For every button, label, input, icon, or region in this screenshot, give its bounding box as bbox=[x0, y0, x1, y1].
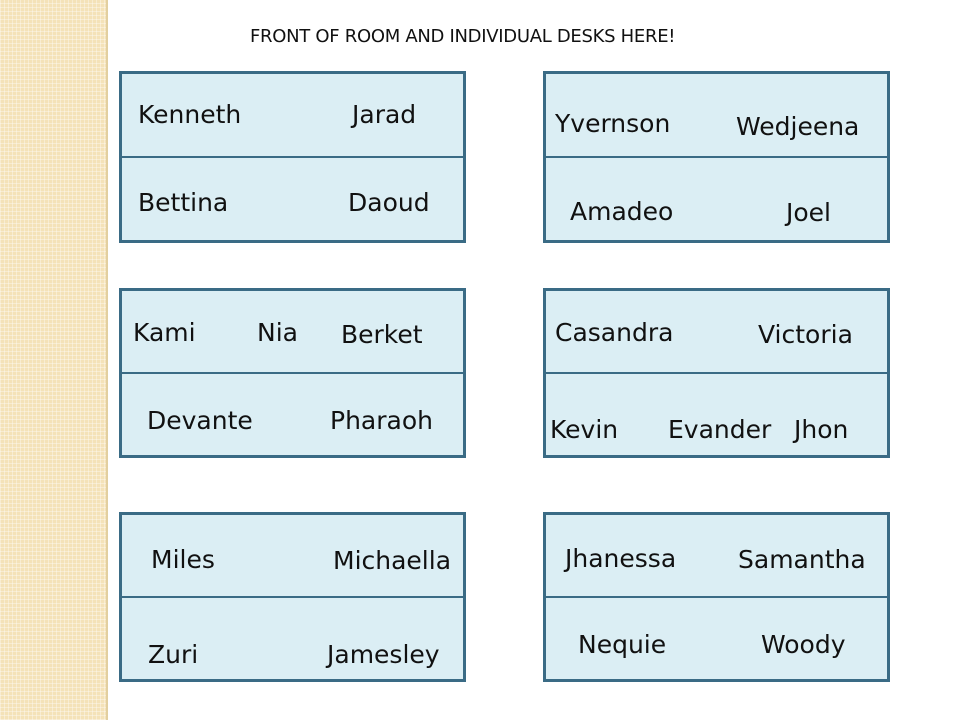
desk-divider bbox=[122, 372, 463, 374]
student-name: Woody bbox=[761, 630, 846, 659]
desk-group-1 bbox=[119, 71, 466, 243]
desk-group-3 bbox=[119, 288, 466, 458]
student-name: Kevin bbox=[550, 415, 619, 444]
student-name: Daoud bbox=[348, 188, 430, 217]
desk-divider bbox=[122, 596, 463, 598]
page-heading: FRONT OF ROOM AND INDIVIDUAL DESKS HERE! bbox=[250, 26, 676, 47]
desk-divider bbox=[546, 372, 887, 374]
desk-divider bbox=[546, 596, 887, 598]
student-name: Pharaoh bbox=[330, 406, 433, 435]
student-name: Berket bbox=[341, 320, 423, 349]
desk-divider bbox=[122, 156, 463, 158]
student-name: Jamesley bbox=[327, 640, 440, 669]
student-name: Samantha bbox=[738, 545, 866, 574]
student-name: Wedjeena bbox=[736, 112, 860, 141]
student-name: Jhon bbox=[794, 415, 849, 444]
desk-group-6 bbox=[543, 512, 890, 682]
student-name: Miles bbox=[151, 545, 215, 574]
student-name: Joel bbox=[786, 198, 831, 227]
desk-group-5 bbox=[119, 512, 466, 682]
student-name: Devante bbox=[147, 406, 253, 435]
student-name: Evander bbox=[668, 415, 772, 444]
student-name: Nia bbox=[257, 318, 298, 347]
student-name: Casandra bbox=[555, 318, 674, 347]
student-name: Yvernson bbox=[555, 109, 671, 138]
decorative-side-strip bbox=[0, 0, 106, 720]
student-name: Jhanessa bbox=[565, 544, 677, 573]
student-name: Kami bbox=[133, 318, 196, 347]
side-strip-edge bbox=[106, 0, 108, 720]
desk-group-4 bbox=[543, 288, 890, 458]
student-name: Nequie bbox=[578, 630, 667, 659]
student-name: Bettina bbox=[138, 188, 229, 217]
desk-divider bbox=[546, 156, 887, 158]
student-name: Zuri bbox=[148, 640, 199, 669]
student-name: Victoria bbox=[758, 320, 853, 349]
student-name: Jarad bbox=[352, 100, 417, 129]
student-name: Amadeo bbox=[570, 197, 674, 226]
student-name: Michaella bbox=[333, 546, 452, 575]
student-name: Kenneth bbox=[138, 100, 242, 129]
desk-group-2 bbox=[543, 71, 890, 243]
